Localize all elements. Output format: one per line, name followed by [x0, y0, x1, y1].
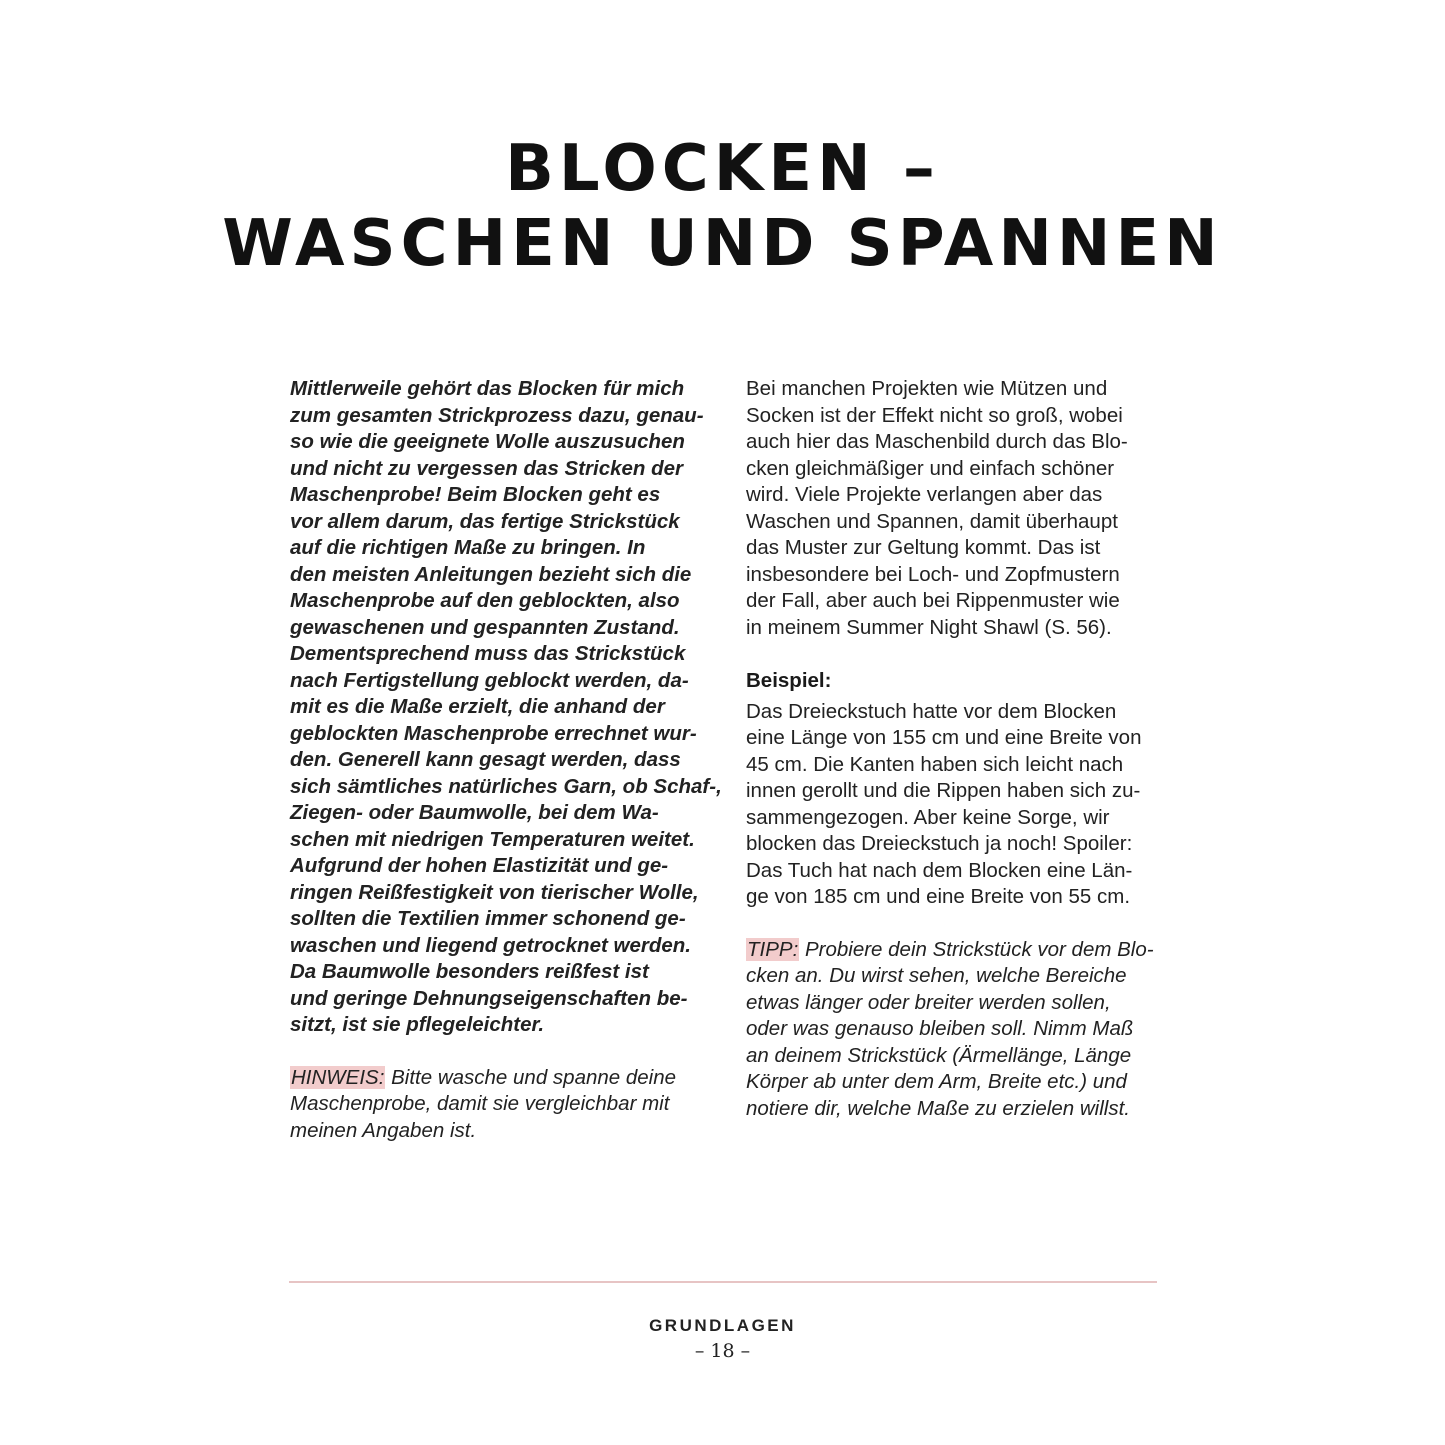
footer-section-title: GRUNDLAGEN [649, 1316, 796, 1335]
body-line: auch hier das Maschenbild durch das Blo- [746, 430, 1128, 453]
example-line: 45 cm. Die Kanten haben sich leicht nach [746, 752, 1124, 776]
intro-line: auf die richtigen Maße zu bringen. In [290, 536, 646, 559]
note-line: Maschenprobe, damit sie vergleichbar mit [290, 1092, 670, 1115]
intro-line: und nicht zu vergessen das Stricken der [290, 456, 684, 480]
example-line: sammengezogen. Aber keine Sorge, wir [746, 805, 1110, 829]
intro-line: Maschenprobe! Beim Blocken geht es [290, 483, 661, 506]
example-line: innen gerollt und die Rippen haben sich zu- [746, 779, 1141, 802]
intro-line: so wie die geeignete Wolle auszusuchen [290, 430, 685, 453]
intro-line: ringen Reißfestigkeit von tierischer Wolle, [290, 880, 699, 904]
note-text: Bitte wasche und spanne deine [385, 1065, 677, 1089]
tip-line: cken an. Du wirst sehen, welche Bereiche [746, 964, 1127, 987]
body-line: wird. Viele Projekte verlangen aber das [746, 483, 1103, 506]
body-line: der Fall, aber auch bei Rippenmuster wie [746, 589, 1120, 612]
note-line [290, 1065, 710, 1092]
tip-label: TIPP: [747, 937, 799, 961]
tip-line: notiere dir, welche Maße zu erzielen willst. [746, 1096, 1130, 1120]
example-line: Das Tuch hat nach dem Blocken eine Län- [746, 858, 1133, 882]
example-line: blocken das Dreieckstuch ja noch! Spoiler: [746, 832, 1133, 855]
note-label: HINWEIS: [291, 1065, 385, 1089]
page-number: – 18 – [694, 1340, 751, 1362]
tip-line: etwas länger oder breiter werden sollen, [746, 990, 1111, 1014]
body-line: das Muster zur Geltung kommt. Das ist [746, 536, 1101, 559]
note-box [290, 1065, 710, 1145]
right-column [746, 376, 1158, 1122]
intro-line: den meisten Anleitungen bezieht sich die [290, 562, 692, 586]
intro-line: vor allem darum, das fertige Strickstück [290, 509, 680, 533]
intro-line: waschen und liegend getrocknet werden. [290, 933, 691, 957]
intro-line: und geringe Dehnungseigenschaften be- [290, 986, 688, 1010]
tip-box [746, 937, 1158, 1123]
page-title-line-2: WASCHEN UND SPANNEN [222, 207, 1223, 281]
body-line: insbesondere bei Loch- und Zopfmustern [746, 562, 1120, 586]
example-heading: Beispiel: [746, 669, 832, 692]
intro-line: Ziegen- oder Baumwolle, bei dem Wa- [290, 801, 659, 824]
intro-line: schen mit niedrigen Temperaturen weitet. [290, 827, 695, 851]
intro-line: Da Baumwolle besonders reißfest ist [290, 960, 649, 983]
body-line: in meinem Summer Night Shawl (S. 56). [746, 615, 1112, 639]
intro-line: gewaschenen und gespannten Zustand. [290, 615, 680, 639]
body-line: cken gleichmäßiger und einfach schöner [746, 456, 1115, 480]
tip-line: Körper ab unter dem Arm, Breite etc.) und [746, 1070, 1127, 1093]
intro-line: sollten die Textilien immer schonend ge- [290, 907, 686, 930]
intro-line: sich sämtliches natürliches Garn, ob Schaf-, [290, 774, 722, 798]
tip-line: oder was genauso bleiben soll. Nimm Maß [746, 1017, 1134, 1040]
tip-line [746, 937, 1158, 964]
example-section [746, 668, 1158, 911]
note-line: meinen Angaben ist. [290, 1118, 477, 1142]
body-line: Socken ist der Effekt nicht so groß, wobei [746, 403, 1123, 427]
tip-text: Probiere dein Strickstück vor dem Blo- [799, 937, 1154, 961]
body-paragraph [746, 376, 1158, 641]
body-line: Bei manchen Projekten wie Mützen und [746, 377, 1108, 400]
intro-line: geblockten Maschenprobe errechnet wur- [290, 721, 697, 745]
intro-line: den. Generell kann gesagt werden, dass [290, 748, 681, 771]
example-line: ge von 185 cm und eine Breite von 55 cm. [746, 885, 1131, 908]
intro-line: Dementsprechend muss das Strickstück [290, 642, 686, 665]
page-title-line-1: BLOCKEN – [505, 132, 940, 206]
footer-divider [289, 1281, 1157, 1283]
intro-line: mit es die Maße erzielt, die anhand der [290, 695, 665, 718]
intro-line: nach Fertigstellung geblockt werden, da- [290, 668, 689, 692]
example-line: Das Dreieckstuch hatte vor dem Blocken [746, 699, 1117, 723]
intro-line: sitzt, ist sie pflegeleichter. [290, 1013, 545, 1036]
intro-line: Mittlerweile gehört das Blocken für mich [290, 377, 685, 400]
tip-line: an deinem Strickstück (Ärmellänge, Länge [746, 1043, 1132, 1067]
body-line: Waschen und Spannen, damit überhaupt [746, 509, 1118, 533]
intro-line: zum gesamten Strickprozess dazu, genau- [290, 403, 704, 427]
intro-line: Aufgrund der hohen Elastizität und ge- [290, 854, 669, 877]
intro-line: Maschenprobe auf den geblockten, also [290, 589, 680, 612]
example-line: eine Länge von 155 cm und eine Breite von [746, 726, 1142, 749]
left-column [290, 376, 722, 1144]
intro-paragraph [290, 376, 722, 1039]
